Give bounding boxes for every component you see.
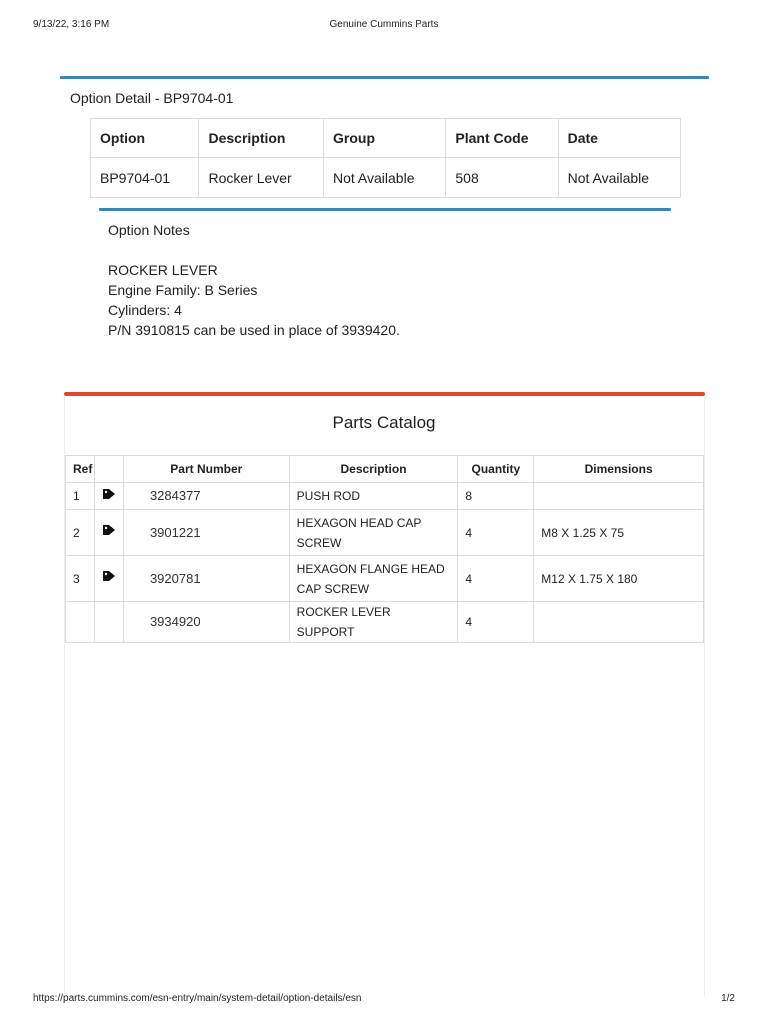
quantity-cell: 4 (458, 602, 534, 643)
column-header-group: Group (324, 119, 446, 158)
option-notes-title: Option Notes (108, 222, 190, 238)
notes-divider-blue (99, 208, 671, 211)
parts-catalog-table (65, 455, 704, 643)
column-header-date: Date (558, 119, 680, 158)
option-detail-table (90, 118, 681, 198)
ref-cell: 2 (66, 510, 95, 556)
note-line: Cylinders: 4 (108, 302, 182, 318)
option-value: BP9704-01 (91, 158, 199, 198)
dimensions-cell: M8 X 1.25 X 75 (534, 510, 704, 556)
part-number-cell[interactable]: 3901221 (123, 510, 289, 556)
ref-cell: 3 (66, 556, 95, 602)
quantity-cell: 4 (458, 556, 534, 602)
column-header-option: Option (91, 119, 199, 158)
table-row[interactable] (66, 510, 704, 556)
part-number-cell[interactable]: 3934920 (123, 602, 289, 643)
quantity-cell: 8 (458, 483, 534, 510)
date-value: Not Available (558, 158, 680, 198)
section-divider-blue (60, 76, 709, 79)
tag-cell (94, 510, 123, 556)
description-value: Rocker Lever (199, 158, 324, 198)
table-row[interactable] (66, 483, 704, 510)
description-cell: PUSH ROD (289, 483, 458, 510)
column-header-description: Description (289, 456, 458, 483)
parts-header-row (66, 456, 704, 483)
plant-code-value: 508 (446, 158, 558, 198)
note-line: Engine Family: B Series (108, 282, 258, 298)
ref-cell (66, 602, 95, 643)
option-notes-body (108, 260, 400, 340)
tag-icon[interactable] (102, 524, 116, 536)
print-date: 9/13/22, 3:16 PM (33, 19, 110, 30)
description-cell: HEXAGON HEAD CAP SCREW (289, 510, 458, 556)
table-row[interactable] (66, 556, 704, 602)
dimensions-cell (534, 602, 704, 643)
tag-cell (94, 483, 123, 510)
tag-icon[interactable] (102, 570, 116, 582)
note-line: P/N 3910815 can be used in place of 3939420. (108, 322, 400, 338)
print-url: https://parts.cummins.com/esn-entry/main/system-detail/option-details/esn (33, 993, 362, 1004)
column-header-tag (94, 456, 123, 483)
dimensions-cell: M12 X 1.75 X 180 (534, 556, 704, 602)
tag-cell (94, 602, 123, 643)
print-page-number: 1/2 (721, 993, 735, 1004)
column-header-description: Description (199, 119, 324, 158)
parts-catalog-title: Parts Catalog (332, 413, 436, 432)
description-cell: ROCKER LEVER SUPPORT (289, 602, 458, 643)
option-detail-title: Option Detail - BP9704-01 (70, 90, 234, 106)
table-row[interactable] (66, 602, 704, 643)
quantity-cell: 4 (458, 510, 534, 556)
table-row (91, 158, 681, 198)
part-number-cell[interactable]: 3284377 (123, 483, 289, 510)
column-header-ref: Ref (66, 456, 95, 483)
column-header-dimensions: Dimensions (534, 456, 704, 483)
description-cell: HEXAGON FLANGE HEAD CAP SCREW (289, 556, 458, 602)
note-line: ROCKER LEVER (108, 262, 218, 278)
tag-cell (94, 556, 123, 602)
group-value: Not Available (324, 158, 446, 198)
part-number-cell[interactable]: 3920781 (123, 556, 289, 602)
option-detail-header-row (91, 119, 681, 158)
ref-cell: 1 (66, 483, 95, 510)
dimensions-cell (534, 483, 704, 510)
tag-icon[interactable] (102, 488, 116, 500)
column-header-quantity: Quantity (458, 456, 534, 483)
print-title: Genuine Cummins Parts (329, 19, 439, 30)
column-header-plant-code: Plant Code (446, 119, 558, 158)
column-header-part-number: Part Number (123, 456, 289, 483)
